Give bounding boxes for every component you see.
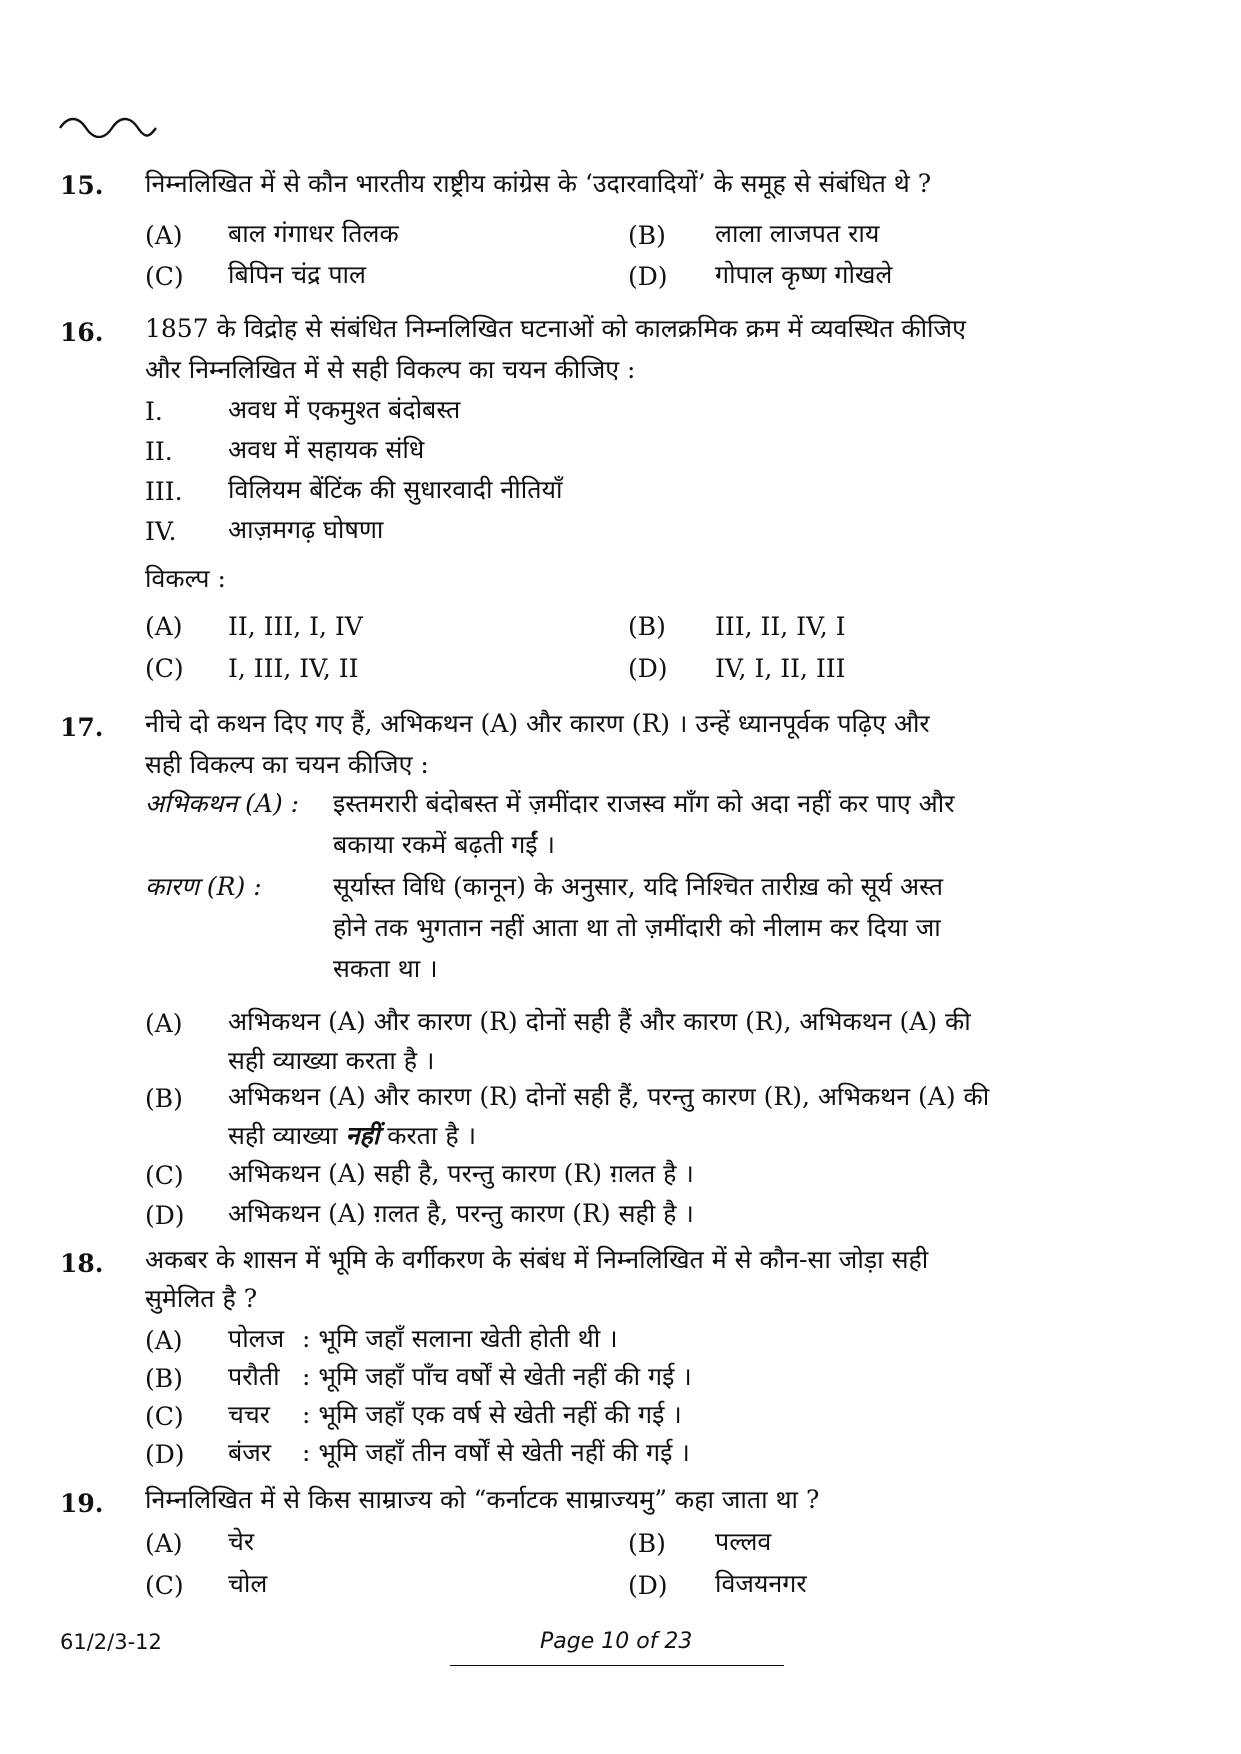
option-label: (C) [145, 1571, 184, 1600]
question-number: 17. [60, 713, 104, 742]
option-text-part: करता है । [379, 1121, 477, 1150]
option-text: अभिकथन (A) सही है, परन्तु कारण (R) ग़लत है । [228, 1159, 694, 1188]
option-text: IV, I, II, III [715, 654, 846, 683]
option-text: बाल गंगाधर तिलक [228, 219, 399, 248]
question-text: निम्नलिखित में से किस साम्राज्य को “कर्नाटक साम्राज्यमु” कहा जाता था ? [145, 1485, 820, 1514]
option-label: (C) [145, 1402, 184, 1431]
option-text: अभिकथन (A) ग़लत है, परन्तु कारण (R) सही है । [228, 1199, 694, 1228]
footer-rule [450, 1665, 784, 1666]
question-number: 18. [60, 1249, 104, 1278]
option-text: अभिकथन (A) और कारण (R) दोनों सही हैं और कारण (R), अभिकथन (A) की [228, 1007, 971, 1036]
option-text: विजयनगर [715, 1569, 807, 1598]
option-text: चेर [228, 1527, 255, 1556]
option-text: I, III, IV, II [228, 654, 359, 683]
question-number: 15. [60, 171, 104, 200]
item-text: आज़मगढ़ घोषणा [228, 515, 384, 544]
reason-text: सकता था । [333, 954, 438, 983]
question-text: अकबर के शासन में भूमि के वर्गीकरण के संबंध में निम्नलिखित में से कौन-सा जोड़ा सही [145, 1245, 929, 1274]
option-label: (A) [145, 1009, 183, 1038]
option-label: (D) [628, 654, 668, 683]
reason-label: कारण (R) : [145, 872, 262, 901]
option-text [228, 1122, 476, 1151]
option-label: (C) [145, 262, 184, 291]
assertion-text: इस्तमरारी बंदोबस्त में ज़मींदार राजस्व माँग को अदा नहीं कर पाए और [333, 789, 955, 818]
option-label: (B) [145, 1084, 183, 1113]
option-text: सही व्याख्या करता है । [228, 1046, 435, 1075]
option-label: (D) [145, 1201, 185, 1230]
item-label: III. [145, 477, 183, 506]
option-text: : भूमि जहाँ एक वर्ष से खेती नहीं की गई । [302, 1400, 682, 1429]
option-label: (D) [145, 1440, 185, 1469]
option-term: पोलज [228, 1324, 285, 1353]
options-heading: विकल्प : [145, 564, 226, 593]
question-text: सुमेलित है ? [145, 1284, 258, 1313]
question-text: नीचे दो कथन दिए गए हैं, अभिकथन (A) और कारण (R) । उन्हें ध्यानपूर्वक पढ़िए और [145, 709, 930, 738]
item-text: विलियम बेंटिंक की सुधारवादी नीतियाँ [228, 475, 563, 504]
question-text: निम्नलिखित में से कौन भारतीय राष्ट्रीय कांग्रेस के ‘उदारवादियों’ के समूह से संबंधित थे ? [145, 169, 932, 198]
option-text: बिपिन चंद्र पाल [228, 260, 366, 289]
item-label: II. [145, 437, 173, 466]
item-text: अवध में एकमुश्त बंदोबस्त [228, 395, 461, 424]
item-text: अवध में सहायक संधि [228, 435, 425, 464]
option-label: (A) [145, 1529, 183, 1558]
option-text: अभिकथन (A) और कारण (R) दोनों सही हैं, परन्तु कारण (R), अभिकथन (A) की [228, 1082, 990, 1111]
option-term: परौती [228, 1362, 280, 1391]
option-text: : भूमि जहाँ पाँच वर्षों से खेती नहीं की गई । [302, 1362, 692, 1391]
question-text: और निम्नलिखित में से सही विकल्प का चयन कीजिए : [145, 355, 636, 384]
option-text: पल्लव [715, 1527, 772, 1556]
option-label: (C) [145, 654, 184, 683]
option-text-part: सही व्याख्या [228, 1121, 346, 1150]
option-term: चचर [228, 1400, 270, 1429]
option-label: (B) [628, 612, 666, 641]
reason-text: होने तक भुगतान नहीं आता था तो ज़मींदारी को नीलाम कर दिया जा [333, 913, 941, 942]
wave-ornament-icon [58, 116, 158, 138]
question-number: 19. [60, 1489, 104, 1518]
assertion-label: अभिकथन (A) : [145, 789, 300, 818]
item-label: IV. [145, 517, 177, 546]
option-label: (A) [145, 221, 183, 250]
page-number: Page 10 of 23 [540, 1629, 693, 1654]
option-label: (D) [628, 262, 668, 291]
reason-text: सूर्यास्त विधि (कानून) के अनुसार, यदि निश्चित तारीख़ को सूर्य अस्त [333, 872, 944, 901]
option-text: II, III, I, IV [228, 612, 363, 641]
option-text: : भूमि जहाँ तीन वर्षों से खेती नहीं की गई । [302, 1438, 690, 1467]
option-text: III, II, IV, I [715, 612, 846, 641]
option-text: गोपाल कृष्ण गोखले [715, 260, 893, 289]
option-text: चोल [228, 1569, 268, 1598]
option-emphasis: नहीं [345, 1121, 380, 1150]
option-label: (C) [145, 1161, 184, 1190]
assertion-text: बकाया रकमें बढ़ती गईं । [333, 830, 555, 859]
question-number: 16. [60, 318, 104, 347]
question-text: 1857 के विद्रोह से संबंधित निम्नलिखित घटनाओं को कालक्रमिक क्रम में व्यवस्थित कीजिए [145, 314, 966, 343]
paper-code: 61/2/3-12 [60, 1630, 162, 1654]
option-label: (B) [628, 1529, 666, 1558]
question-text: सही विकल्प का चयन कीजिए : [145, 750, 429, 779]
option-label: (A) [145, 612, 183, 641]
option-label: (B) [628, 221, 666, 250]
item-label: I. [145, 397, 163, 426]
option-label: (A) [145, 1326, 183, 1355]
option-text: : भूमि जहाँ सलाना खेती होती थी । [302, 1324, 618, 1353]
option-label: (B) [145, 1364, 183, 1393]
option-label: (D) [628, 1571, 668, 1600]
option-term: बंजर [228, 1438, 272, 1467]
option-text: लाला लाजपत राय [715, 219, 880, 248]
